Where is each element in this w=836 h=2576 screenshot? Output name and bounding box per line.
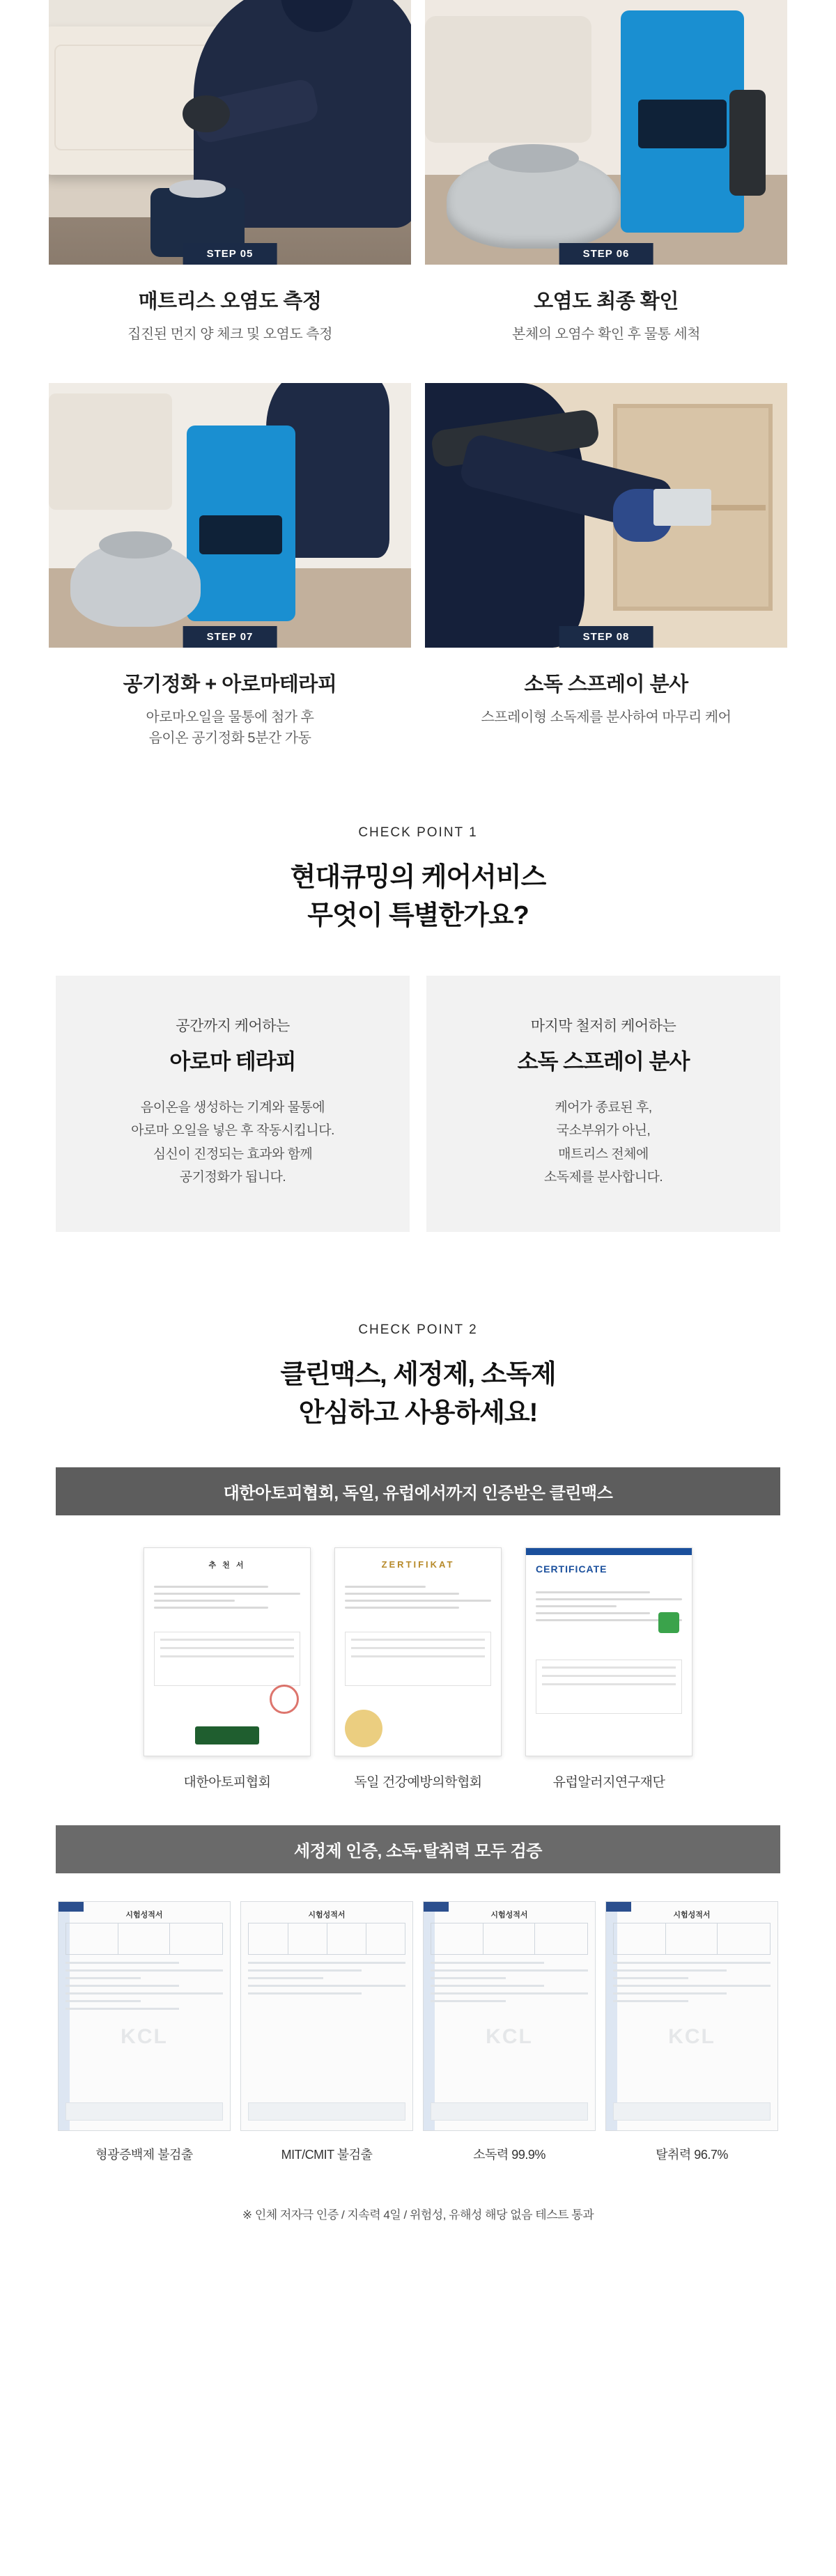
feature-cards-row [0,976,836,1232]
certificates-row [0,1547,836,1790]
scene-blue-vacuum-machine-water-tank [425,0,787,265]
checkpoint-1-label: CHECK POINT 1 [358,825,478,840]
test-doc-title-1: 시험성적서 [125,1911,163,1920]
checkpoint-1-heading [0,859,836,935]
step-photo-06 [425,0,787,265]
step-photo-08 [425,383,787,648]
certificate-caption-1: 대한아토피협회 [183,1775,271,1790]
feature-card-1-body-line2: 아로마 오일을 넣은 후 작동시킵니다. [131,1123,334,1139]
checkpoint-2-section [0,1322,836,2271]
feature-card-2-body-line2: 국소부위가 아닌, [556,1123,651,1139]
step-desc-07-line1: 아로마오일을 물통에 첨가 후 [146,710,314,725]
certification-band-2: 세정제 인증, 소독·탈취력 모두 검증 [56,1825,780,1873]
certificate-paper-atopy [144,1547,311,1756]
test-caption-4: 탈취력 96.7% [656,2148,728,2162]
test-doc-title-2: 시험성적서 [308,1911,346,1920]
checkpoint-2-heading-line1: 클린맥스, 세정제, 소독제 [280,1360,556,1390]
certificate-doc-title-3: CERTIFICATE [536,1563,607,1575]
certificate-paper-german [334,1547,502,1756]
step-photo-05 [49,0,411,265]
step-title-07: 공기정화 + 아로마테라피 [123,673,337,696]
test-caption-1: 형광증백제 불검출 [95,2148,193,2162]
certificate-item-atopy [144,1547,311,1790]
checkpoint-1-heading-line1: 현대큐밍의 케어서비스 [290,863,546,892]
blue-header-bar [526,1548,692,1555]
test-reports-row [0,1901,836,2163]
step-desc-06: 본체의 오염수 확인 후 물통 세척 [512,327,700,342]
certificate-paper-european [525,1547,692,1756]
checkpoint-2-label: CHECK POINT 2 [358,1322,478,1338]
certificate-caption-3: 유럽알러지연구재단 [552,1775,665,1790]
test-report-paper-3 [423,1901,596,2131]
feature-card-1-title: 아로마 테라피 [169,1049,296,1075]
step-card-07 [49,383,411,749]
feature-card-2-body-line1: 케어가 종료된 후, [555,1100,652,1116]
step-badge-06: STEP 06 [559,243,653,265]
test-watermark-4: KCL [668,2025,715,2049]
test-report-paper-2 [240,1901,413,2131]
feature-card-1-body [77,1096,389,1189]
step-title-06: 오염도 최종 확인 [534,290,679,313]
step-card-08 [425,383,787,749]
step-desc-07-line2: 음이온 공기정화 5분간 가동 [148,731,311,746]
test-watermark-1: KCL [121,2025,168,2049]
checkpoint-1-heading-line2: 무엇이 특별한가요? [307,901,529,931]
test-doc-title-3: 시험성적서 [490,1911,528,1920]
certificate-doc-title-1: 추 천 서 [208,1561,246,1570]
test-report-item-mit-cmit [240,1901,413,2163]
steps-row-2 [42,383,794,749]
test-report-item-disinfection [423,1901,596,2163]
scene-spraying-disinfectant [425,383,787,648]
step-desc-07 [49,707,411,749]
test-report-paper-1 [58,1901,231,2131]
step-desc-08: 스프레이형 소독제를 분사하여 마무리 케어 [481,710,732,725]
step-title-05: 매트리스 오염도 측정 [138,290,322,313]
feature-card-disinfectant-spray [426,976,780,1232]
red-stamp-icon [270,1685,299,1714]
step-photo-07 [49,383,411,648]
step-badge-08: STEP 08 [559,626,653,648]
gold-ribbon-icon [345,1710,382,1747]
feature-card-2-title: 소독 스프레이 분사 [517,1049,690,1075]
scene-technician-measuring-mattress [49,0,411,265]
feature-card-1-sub: 공간까지 케어하는 [176,1018,290,1035]
certification-band-1: 대한아토피협회, 독일, 유럽에서까지 인증받은 클린맥스 [56,1467,780,1515]
test-caption-2: MIT/CMIT 불검출 [281,2148,373,2162]
test-report-item-fluorescent [58,1901,231,2163]
checkpoint-1-section [0,825,836,1232]
test-report-paper-4 [605,1901,778,2131]
association-seal-icon [195,1726,259,1744]
scene-machine-with-aroma-bowl [49,383,411,648]
feature-card-1-body-line4: 공기정화가 됩니다. [179,1169,286,1185]
feature-card-1-body-line1: 음이온을 생성하는 기계와 물통에 [140,1100,325,1116]
checkpoint-2-heading-line2: 안심하고 사용하세요! [298,1398,538,1428]
green-check-icon [658,1612,679,1633]
step-badge-05: STEP 05 [183,243,277,265]
step-title-08: 소독 스프레이 분사 [524,673,688,696]
step-badge-07: STEP 07 [183,626,277,648]
certificate-doc-title-2: ZERTIFIKAT [381,1559,455,1570]
test-watermark-3: KCL [486,2025,533,2049]
feature-card-2-body-line4: 소독제를 분사합니다. [543,1169,663,1185]
test-caption-3: 소독력 99.9% [473,2148,545,2162]
feature-card-aroma-therapy [56,976,410,1232]
footnote-text: ※ 인체 저자극 인증 / 지속력 4일 / 위험성, 유해성 해당 없음 테스트 통과 [242,2208,594,2222]
feature-card-2-body [447,1096,759,1189]
checkpoint-2-heading [0,1356,836,1433]
feature-card-2-body-line3: 매트리스 전체에 [558,1146,649,1162]
step-card-05 [49,0,411,345]
steps-section [0,0,836,749]
step-card-06 [425,0,787,345]
certificate-caption-2: 독일 건강예방의학협회 [354,1775,482,1790]
feature-card-2-sub: 마지막 철저히 케어하는 [530,1018,676,1035]
test-doc-title-4: 시험성적서 [673,1911,711,1920]
certificate-item-european [525,1547,692,1790]
step-desc-05: 집진된 먼지 양 체크 및 오염도 측정 [127,327,332,342]
test-report-item-deodorization [605,1901,778,2163]
certificate-item-german [334,1547,502,1790]
steps-row-1 [42,0,794,345]
feature-card-1-body-line3: 심신이 진정되는 효과와 함께 [153,1146,313,1162]
